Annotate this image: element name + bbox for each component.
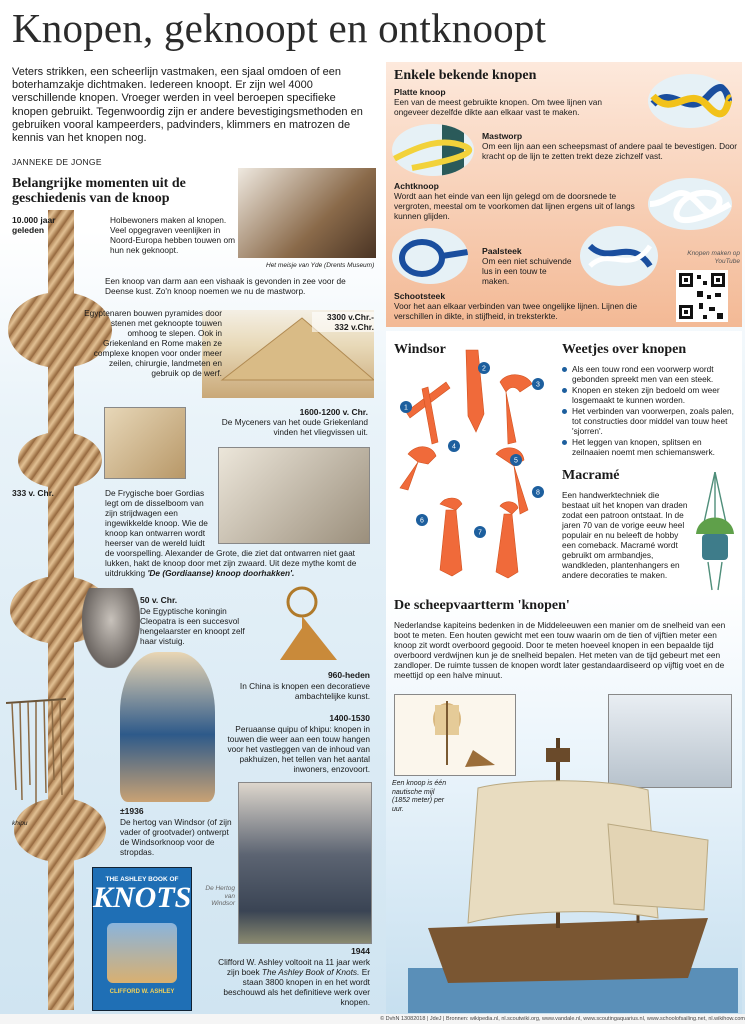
- event-text-2: Een knoop van darm aan een vishaak is gevonden in zee voor de Deense kust. Zo'n knoop noemen we nu de mastworp.: [105, 276, 346, 296]
- event-date-10: 1944: [351, 946, 370, 956]
- windsor-caption: De Hertog van Windsor: [205, 885, 235, 907]
- windsor-step-7: 7: [478, 529, 482, 537]
- platte-knoop-image: [648, 74, 732, 128]
- knot-mastworp: [482, 131, 738, 161]
- windsor-step-8: 8: [536, 489, 540, 497]
- fishing-mosaic-image: [104, 407, 186, 479]
- book-author: CLIFFORD W. ASHLEY: [109, 989, 175, 995]
- cleopatra-bust-image: [82, 588, 140, 668]
- event-date-1: 10.000 jaar geleden: [12, 215, 56, 235]
- event-date-4: 1600-1200 v. Chr.: [299, 407, 368, 417]
- event-date-5: 333 v. Chr.: [12, 488, 54, 498]
- knot-name-achtknoop: Achtknoop: [394, 181, 439, 191]
- weetje-item: Als een touw rond een voorwerp wordt gebonden spreekt men van een steek.: [562, 364, 736, 384]
- weetjes-list: [562, 364, 736, 458]
- knot-name-platte: Platte knoop: [394, 87, 446, 97]
- event-text-9: De hertog van Windsor (of zijn vader of grootvader) ontwerpt de Windsorknoop voor de stropdas.: [120, 817, 232, 857]
- event-date-3: 3300 v.Chr.- 332 v.Chr.: [312, 312, 374, 332]
- knot-name-schootsteek: Schootsteek: [394, 291, 446, 301]
- event-text-7: In China is knopen een decoratieve ambachtelijke kunst.: [239, 681, 370, 701]
- macrame-heading: Macramé: [562, 468, 620, 483]
- event-text-8: Peruaanse quipu of khipu: knopen in touwen die weer aan een touw hangen voor het vastleggen van de inhoud van pakhuizen, het tellen van het aantal inwoners, enzovoort.: [227, 724, 370, 774]
- ashley-book-cover: [92, 867, 192, 1011]
- weetje-item: Het verbinden van voorwerpen, zoals palen, tot constructies door middel van touw heet 'sjorren'.: [562, 406, 736, 436]
- knot-text-schootsteek: Voor het aan elkaar verbinden van twee ongelijke lijnen. Lijnen die verschillen in dikte, in stijfheid, in treksterkte.: [394, 301, 638, 321]
- windsor-step-4: 4: [452, 443, 456, 451]
- event-text-1: Holbewoners maken al knopen. Veel opgegraven veenlijken in Noord-Europa hebben touwen om hun nek geknoopt.: [110, 215, 235, 255]
- event-text-5: de voorspelling. Alexander de Grote, die ziet dat ontwarren niet gaat lukken, hakt de knoop door met zijn zwaard. Uit deze mythe komt de uitdrukking 'De (Gordiaanse) knoop doorhakken'.: [105, 548, 357, 578]
- knot-name-mastworp: Mastworp: [482, 131, 523, 141]
- event-text-10: [212, 957, 370, 1007]
- timeline-heading: Belangrijke momenten uit de geschiedenis van de knoop: [12, 176, 186, 206]
- bog-body-image: [238, 168, 376, 258]
- knot-text-achtknoop: Wordt aan het einde van een lijn gelegd om de doorsnede te vergroten, meestal om te voorkomen dat lijnen ergens uit of langs kunnen glijden.: [394, 191, 635, 221]
- knots-heading: Enkele bekende knopen: [394, 68, 537, 83]
- knot-text-platte: Een van de meest gebruikte knopen. Om twee lijnen van ongeveer dezelfde dikte aan elkaar vast te maken.: [394, 97, 603, 117]
- gordias-engraving-image: [218, 447, 370, 544]
- knot-name-paalsteek: Paalsteek: [482, 246, 522, 256]
- footer-sources: © DvhN 13082018 | JdeJ | Bronnen: wikipedia.nl, nl.scoutwiki.org, www.vandale.nl, www.scoutingaquarius.nl, www.schoolofsailing.net, nl.wikihow.com: [0, 1014, 745, 1024]
- chinese-knot-image: [262, 580, 362, 665]
- event-text-6: De Egyptische koningin Cleopatra is een succesvol hengelaarster en knoopt zelf haar vistuig.: [140, 606, 245, 646]
- khipu-caption: khipu: [12, 820, 28, 827]
- rope-knot-2: [18, 432, 102, 488]
- knot-platte: [394, 87, 634, 117]
- windsor-step-6: 6: [420, 517, 424, 525]
- knot-text-paalsteek: Om een niet schuivende lus in een touw te maken.: [482, 256, 572, 286]
- book-illustration: [107, 923, 177, 983]
- scheepvaart-text: Nederlandse kapiteins bedenken in de Middeleeuwen een manier om de snelheid van een boot te meten. Een houten gewicht met een touw waarin om de tien of vijftien meter een knoop zit wordt overboord gegooid. Door te meten hoeveel knopen in een bepaalde tijd overboord verdwijnen kun je de snelheid bepalen. Het meten van de tijd gebeurt met een zandloper. De ruimte tussen de knopen wordt later gestandaardiseerd op vijftig voet en de meettijd op een halve minuut.: [394, 620, 726, 680]
- event-text-10-em: The Ashley Book of Knots.: [261, 967, 360, 977]
- macrame-text: Een handwerktechniek die bestaat uit het knopen van draden zodat een patroon ontstaat. In de jaren 70 van de vorige eeuw heel populair en nu beleeft de hobby een comeback. Macramé wordt gebruikt om armbandjes, wandkleden, plantenhangers en andere decoraties te maken.: [562, 490, 688, 580]
- intro-text: Veters strikken, een scheerlijn vastmaken, een sjaal omdoen of een boterhamzakje dichtmaken. Iedereen knoopt. Er zijn wel 4000 verschillende knopen. Vroeger werden in veel beroepen specifieke knopen gebruikt. Tegenwoordig zijn er andere bevestigingsmethoden en gebruiken vooral kampeerders, padvinders, klimmers en matrozen de kennis van het knopen nog.: [12, 66, 363, 145]
- windsor-step-1: 1: [404, 404, 408, 412]
- sailing-ship-illustration: [408, 728, 738, 1013]
- weetje-item: Het leggen van knopen, splitsen en zeilnaaien noemt men schiemanswerk.: [562, 437, 736, 457]
- yde-caption: Het meisje van Yde (Drents Museum): [266, 262, 375, 269]
- scheepvaart-heading: De scheepvaartterm 'knopen': [394, 598, 570, 613]
- book-title-line2: KNOTS: [93, 881, 192, 914]
- windsor-step-3: 3: [536, 381, 540, 389]
- book-title-line1: THE ASHLEY BOOK OF: [105, 876, 179, 883]
- byline: JANNEKE DE JONGE: [12, 157, 102, 167]
- windsor-step-2: 2: [482, 365, 486, 373]
- knot-paalsteek: [482, 246, 574, 286]
- peruvian-figure-image: [120, 652, 215, 802]
- event-date-7: 960-heden: [327, 670, 370, 680]
- weetje-item: Knopen en steken zijn bedoeld om weer losgemaakt te kunnen worden.: [562, 385, 736, 405]
- event-text-5-a: De Frygische boer Gordias legt om de disselboom van zijn strijdwagen een ingewikkelde knoop. Wie de knoop kan ontwarren wordt heerser van de wereld luidt: [105, 488, 208, 548]
- windsor-heading: Windsor: [394, 342, 446, 357]
- paalsteek-image: [392, 228, 468, 284]
- knot-achtknoop: [394, 181, 640, 221]
- duke-of-windsor-photo: [238, 782, 372, 944]
- knoop-caption: Een knoop is één nautische mijl (1852 meter) per uur.: [392, 780, 447, 813]
- windsor-step-5: 5: [514, 457, 518, 465]
- event-date-9: ±1936: [120, 806, 144, 816]
- achtknoop-image: [648, 178, 732, 230]
- khipu-image: [6, 695, 66, 815]
- youtube-caption: Knopen maken op YouTube: [687, 250, 740, 265]
- page-title: Knopen, geknoopt en ontknoopt: [12, 5, 547, 51]
- event-text-10-a: Clifford W. Ashley voltooit na 11 jaar werk zijn boek: [218, 957, 370, 977]
- mastworp-image: [392, 124, 474, 176]
- windsor-diagram: [388, 342, 558, 592]
- knot-text-mastworp: Om een lijn aan een scheepsmast of andere paal te bevestigen. Door kracht op de lijn te zetten trekt deze zichzelf vast.: [482, 141, 738, 161]
- event-text-5-em: 'De (Gordiaanse) knoop doorhakken'.: [147, 568, 295, 578]
- weetjes-heading: Weetjes over knopen: [562, 342, 687, 357]
- plant-hanger-image: [688, 472, 742, 592]
- event-date-8: 1400-1530: [329, 713, 370, 723]
- knot-schootsteek: [394, 291, 672, 321]
- event-text-3: Egyptenaren bouwen pyramides door stenen met geknoopte touwen omhoog te slepen. Ook in Griekenland en Rome maken ze complexe knopen voor onder meer zeilen, chirurgie, landmeten en gebruik op de werf.: [84, 308, 222, 378]
- event-text-4: De Myceners van het oude Griekenland vinden het vliegvissen uit.: [221, 417, 368, 437]
- event-text-10-b: Er staan 3800 knopen in en het wordt beschouwd als het definitieve werk over knopen.: [223, 967, 370, 1007]
- schootsteek-image: [580, 226, 658, 286]
- event-date-6: 50 v. Chr.: [140, 595, 178, 605]
- qr-code-icon[interactable]: [676, 270, 728, 322]
